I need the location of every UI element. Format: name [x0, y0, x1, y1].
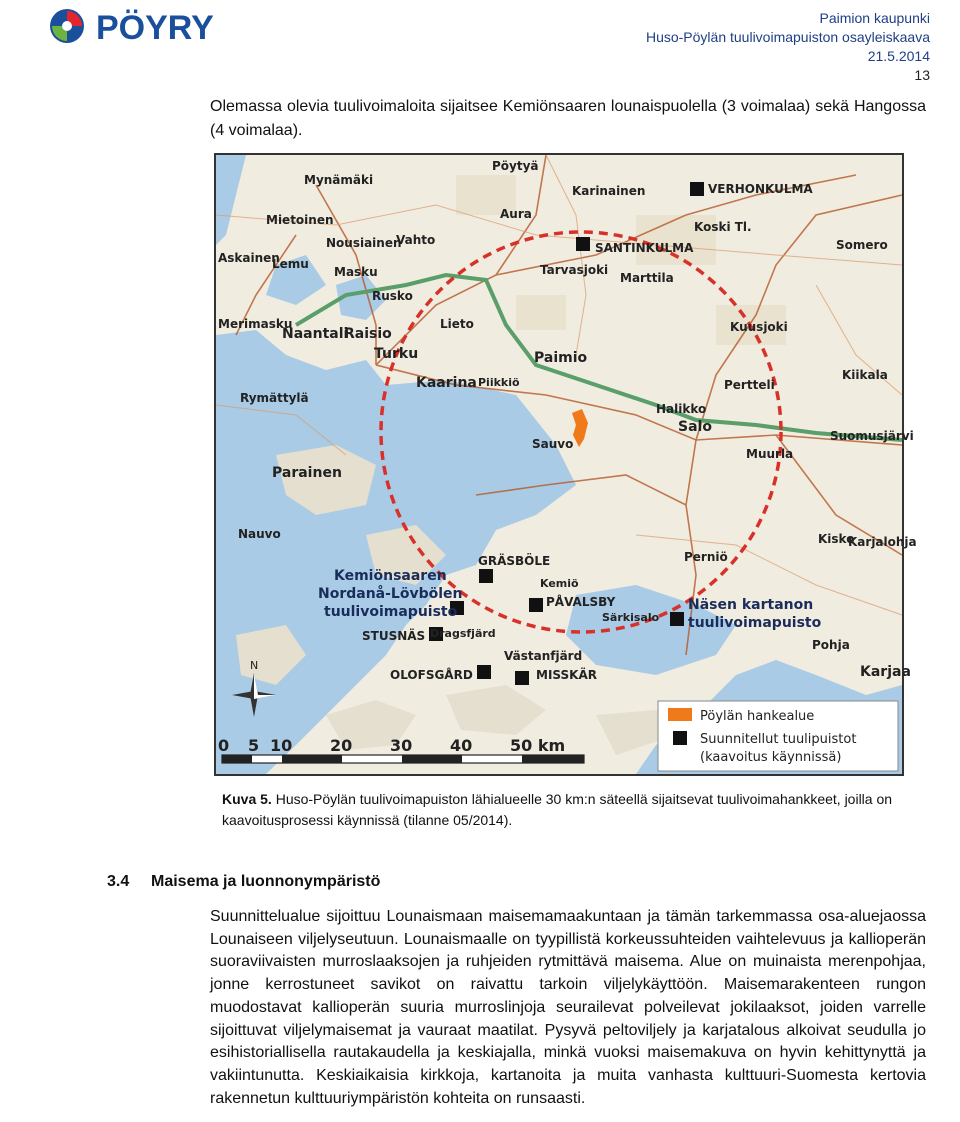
label-kemionsaari-1: Kemiönsaaren — [334, 568, 447, 584]
label-sarkisalo: Särkisalo — [602, 611, 660, 624]
page-number: 13 — [914, 67, 930, 83]
scale-tick-10: 10 — [270, 736, 293, 755]
label-pernio: Perniö — [684, 550, 728, 564]
map-svg — [216, 155, 917, 774]
section-heading — [107, 873, 380, 891]
label-grasbole: GRÄSBÖLE — [478, 554, 551, 568]
label-parainen: Parainen — [272, 465, 342, 481]
project-area-marker — [572, 409, 588, 447]
scale-tick-0: 0 — [218, 736, 230, 755]
label-dragsfjard: Dragsfjärd — [430, 627, 496, 640]
label-kaarina: Kaarina — [416, 375, 477, 391]
caption-text: Huso-Pöylän tuulivoimapuiston lähialueelle 30 km:n säteellä sijaitsevat tuulivoimahankkeet, joilla on kaavoitusprosessi käynnissä (tilanne 05/2014). — [222, 791, 893, 828]
label-askainen: Askainen — [218, 251, 280, 265]
label-mynamaki: Mynämäki — [304, 173, 374, 187]
label-piikkio: Piikkiö — [478, 376, 520, 389]
label-raisio: Raisio — [344, 326, 392, 342]
document-date: 21.5.2014 — [867, 48, 930, 64]
label-nasen-2: tuulivoimapuisto — [688, 615, 822, 631]
label-lieto: Lieto — [440, 317, 474, 331]
label-halikko: Halikko — [656, 402, 707, 416]
label-salo: Salo — [678, 419, 712, 435]
label-nasen-1: Näsen kartanon — [688, 597, 814, 613]
label-nousiainen: Nousiainen — [326, 236, 402, 250]
label-naantali: Naantali — [282, 326, 349, 342]
label-kisko: Kisko — [818, 532, 855, 546]
label-stusnas: STUSNÄS — [362, 629, 426, 643]
label-vahto: Vahto — [396, 233, 436, 247]
label-pavalsby: PÅVALSBY — [546, 595, 616, 609]
legend-planned-swatch — [673, 731, 687, 745]
map-figure — [214, 153, 917, 776]
body-paragraph: Suunnittelualue sijoittuu Lounaismaan maisemamaakuntaan ja tämän tarkemmassa osa-aluejaossa Lounaiseen viljelyseutuun. Lounaismaalle on tyypillistä korkeussuhteiden vaihtelevuus ja kallioperän suoraviivaisten murroslaaksojen ja ruhjeiden rytmittävä maisema. Alue on muinaista merenpohjaa, jonne kerrostuneet savikot on raivattu tarkoin viljelykäyttöön. Maisemarakenteen rungon muodostavat kallioperän suuria murroslinjoja seurailevat polveilevat jokilaaksot, joiden varrelle sijoittuvat viljelymaisemat ja vauraat maatilat. Pysyvä peltoviljely ja karjatalous alkoivat seudulla jo esihistoriallisella rautakaudella ja keskiajalla, minkä vuoksi maisemakuva on hyvin kehittynyttä ja vakiintunutta. Keskiaikaisia kirkkoja, kartanoita ja muita vanhasta kulttuuri-Suomesta kertovia rakennetun kulttuuriympäristön kohteita on runsaasti. — [210, 908, 926, 1107]
label-kiikala: Kiikala — [842, 368, 888, 382]
scale-tick-30: 30 — [390, 736, 413, 755]
scale-bar — [218, 736, 584, 763]
label-suomusjarvi: Suomusjärvi — [830, 429, 914, 443]
section-title: Maisema ja luonnonympäristö — [151, 873, 381, 890]
label-merimasku: Merimasku — [218, 317, 293, 331]
svg-text:N: N — [250, 659, 259, 672]
label-turku: Turku — [374, 346, 419, 362]
document-header — [646, 9, 930, 85]
label-masku: Masku — [334, 265, 378, 279]
label-rusko: Rusko — [372, 289, 413, 303]
label-kemionsaari-2: Nordanå-Lövbölen — [318, 586, 463, 602]
label-karjalohja: Karjalohja — [848, 535, 917, 549]
section-body — [210, 906, 926, 1110]
label-kemionsaari-3: tuulivoimapuisto — [324, 604, 458, 620]
label-karinainen: Karinainen — [572, 184, 646, 198]
scale-tick-20: 20 — [330, 736, 353, 755]
map-legend — [658, 701, 898, 771]
scale-tick-50: 50 km — [510, 736, 566, 755]
legend-project-label: Pöylän hankealue — [700, 709, 815, 724]
scale-tick-40: 40 — [450, 736, 473, 755]
label-muurla: Muurla — [746, 447, 794, 461]
label-pohja: Pohja — [812, 638, 850, 652]
label-rymattyla: Rymättylä — [240, 391, 309, 405]
label-santinkulma: SANTINKULMA — [595, 241, 694, 255]
section-number: 3.4 — [107, 873, 130, 890]
company-logo — [46, 6, 276, 46]
logo-swirl-icon — [50, 9, 84, 43]
label-somero: Somero — [836, 238, 888, 252]
caption-label: Kuva 5. — [222, 791, 272, 807]
label-koski: Koski Tl. — [694, 220, 752, 234]
label-aura: Aura — [500, 207, 532, 221]
label-sauvo: Sauvo — [532, 437, 574, 451]
logo-wordmark: PÖYRY — [96, 9, 214, 47]
label-pertteli: Pertteli — [724, 378, 775, 392]
client-name: Paimion kaupunki — [819, 10, 930, 26]
label-misskar: MISSKÄR — [536, 668, 597, 682]
label-lemu: Lemu — [272, 257, 309, 271]
intro-paragraph: Olemassa olevia tuulivoimaloita sijaitsee Kemiönsaaren lounaispuolella (3 voimalaa) sekä Hangossa (4 voimalaa). — [210, 98, 926, 139]
label-marttila: Marttila — [620, 271, 674, 285]
label-verhonkulma: VERHONKULMA — [708, 182, 813, 196]
label-olofsgard: OLOFSGÅRD — [390, 668, 473, 682]
scale-tick-5: 5 — [248, 736, 260, 755]
project-name: Huso-Pöylän tuulivoimapuiston osayleiskaava — [645, 29, 930, 45]
label-tarvasjoki: Tarvasjoki — [540, 263, 609, 277]
label-paimio: Paimio — [534, 350, 588, 366]
label-karjaa: Karjaa — [860, 664, 911, 680]
label-kemio: Kemiö — [540, 577, 579, 590]
label-kuusjoki: Kuusjoki — [730, 320, 788, 334]
legend-planned-label-2: (kaavoitus käynnissä) — [700, 750, 842, 765]
figure-caption — [222, 789, 922, 831]
legend-project-swatch — [668, 708, 692, 721]
label-vastanfjard: Västanfjärd — [504, 649, 583, 663]
label-mietoinen: Mietoinen — [266, 213, 334, 227]
label-poytya: Pöytyä — [492, 159, 539, 173]
label-nauvo: Nauvo — [238, 527, 281, 541]
legend-planned-label-1: Suunnitellut tuulipuistot — [700, 732, 857, 747]
